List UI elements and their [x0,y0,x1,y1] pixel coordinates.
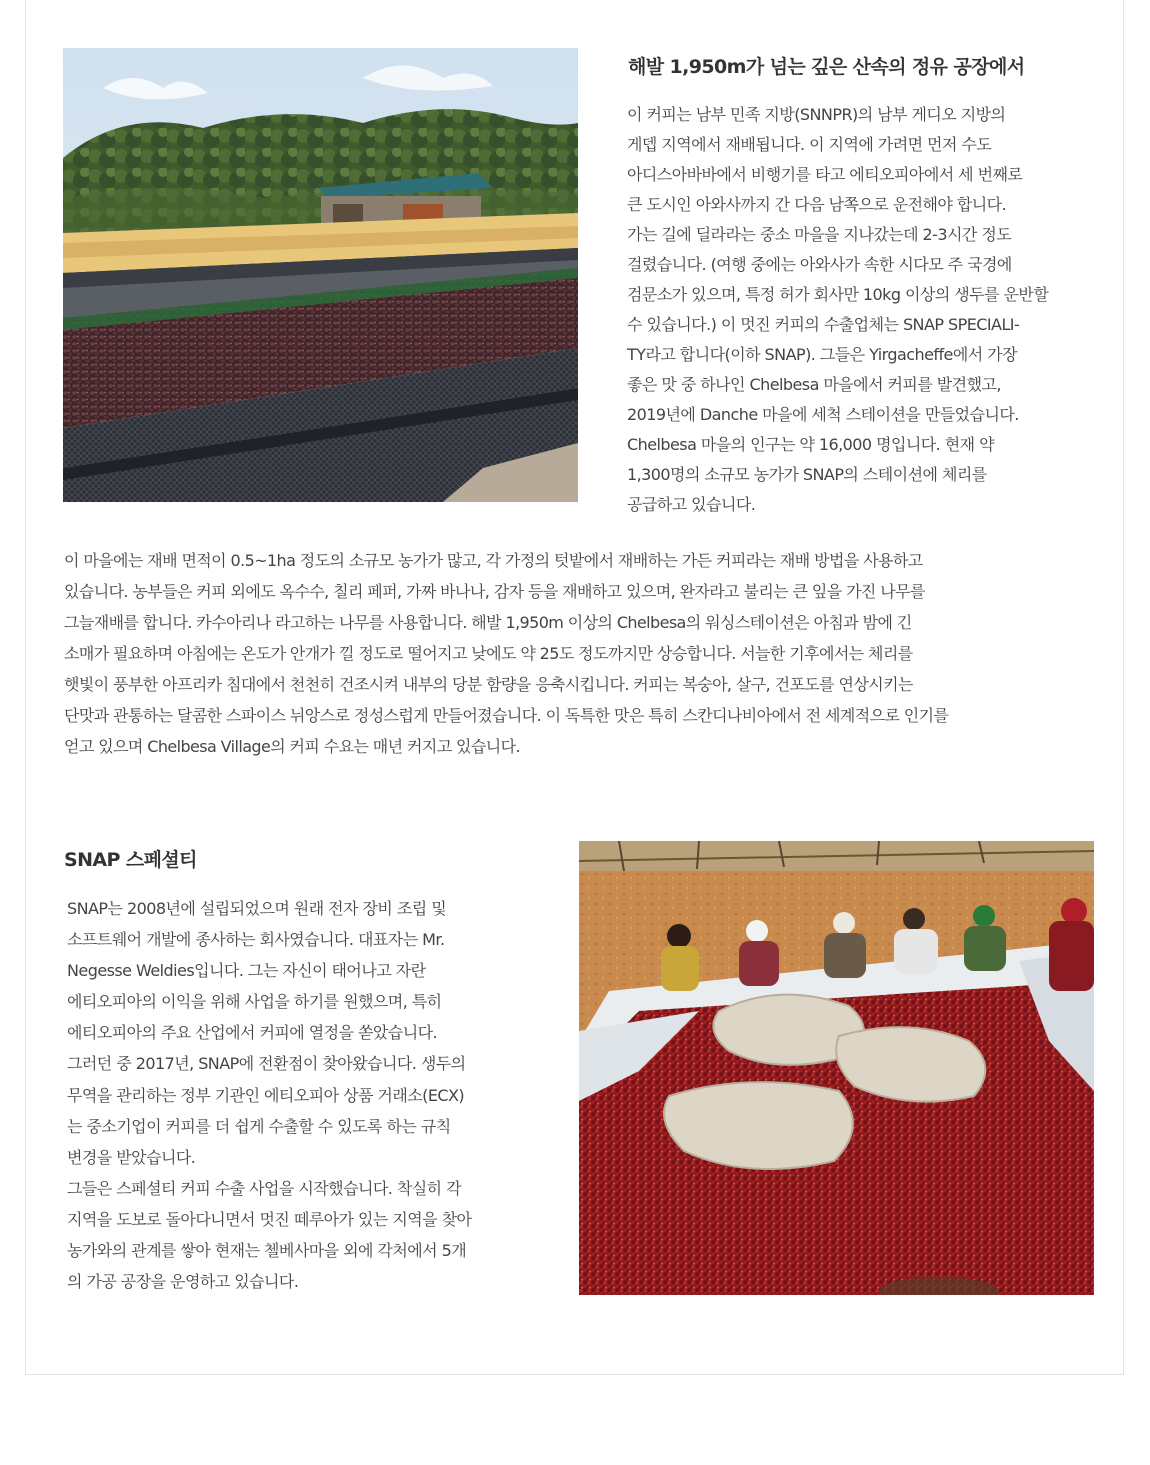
text-line: 검문소가 있으며, 특정 허가 회사만 10kg 이상의 생두를 운반할 [627,285,1049,304]
text-line: 의 가공 공장을 운영하고 있습니다. [67,1272,299,1292]
text-line: 에티오피아의 이익을 위해 사업을 하기를 원했으며, 특히 [67,992,442,1012]
text-line: 얻고 있으며 Chelbesa Village의 커피 수요는 매년 커지고 있습니다. [64,737,520,756]
section-title-snap: SNAP 스페셜티 [64,849,197,871]
text-line: 좋은 맛 중 하나인 Chelbesa 마을에서 커피를 발견했고, [627,375,1001,394]
text-line: 그늘재배를 합니다. 카수아리나 라고하는 나무를 사용합니다. 해발 1,950m 이상의 Chelbesa의 워싱스테이션은 아침과 밤에 긴 [64,613,912,632]
text-line: 아디스아바바에서 비행기를 타고 에티오피아에서 세 번째로 [627,165,1023,184]
text-line: 소매가 필요하며 아침에는 온도가 안개가 낄 정도로 떨어지고 낮에도 약 25도 정도까지만 상승합니다. 서늘한 기후에서는 체리를 [64,644,913,663]
text-line: 가는 길에 딜라라는 중소 마을을 지나갔는데 2-3시간 정도 [627,225,1012,244]
text-line: 소프트웨어 개발에 종사하는 회사였습니다. 대표자는 Mr. [67,930,445,950]
text-line: 농가와의 관계를 쌓아 현재는 첼베사마을 외에 각처에서 5개 [67,1241,467,1261]
text-line: Chelbesa 마을의 인구는 약 16,000 명입니다. 현재 약 [627,435,994,454]
text-line: 단맛과 관통하는 달콤한 스파이스 뉘앙스로 정성스럽게 만들어졌습니다. 이 독특한 맛은 특히 스칸디나비아에서 전 세계적으로 인기를 [64,706,949,725]
text-line: 변경을 받았습니다. [67,1147,196,1167]
text-line: 무역을 관리하는 정부 기관인 에티오피아 상품 거래소(ECX) [67,1085,465,1105]
text-line: 2019년에 Danche 마을에 세척 스테이션을 만들었습니다. [627,405,1019,424]
text-line: 는 중소기업이 커피를 더 쉽게 수출할 수 있도록 하는 규칙 [67,1116,451,1136]
text-line: 걸렸습니다. (여행 중에는 아와사가 속한 시다모 주 국경에 [627,255,1012,274]
text-line: 햇빛이 풍부한 아프리카 침대에서 천천히 건조시켜 내부의 당분 함량을 응축시킵니다. 커피는 복숭아, 살구, 건포도를 연상시키는 [64,675,913,694]
text-line: 그러던 중 2017년, SNAP에 전환점이 찾아왔습니다. 생두의 [67,1054,466,1074]
text-line: 이 커피는 남부 민족 지방(SNNPR)의 남부 게디오 지방의 [627,105,1006,124]
cherry-sorting-illustration [579,841,1094,1295]
text-line: TY라고 합니다(이하 SNAP). 그들은 Yirgacheffe에서 가장 [627,345,1017,364]
text-line: Negesse Weldies입니다. 그는 자신이 태어나고 자란 [67,961,426,981]
text-line: 수 있습니다.) 이 멋진 커피의 수출업체는 SNAP SPECIALI- [627,315,1020,334]
text-line: SNAP는 2008년에 설립되었으며 원래 전자 장비 조립 및 [67,899,447,918]
section-body-snap [67,893,471,1297]
section-body-village [64,545,948,762]
section-body-origin [627,100,1048,520]
text-line: 큰 도시인 아와사까지 간 다음 남쪽으로 운전해야 합니다. [627,195,1007,214]
drying-beds-photo [63,48,578,502]
text-line: 지역을 도보로 돌아다니면서 멋진 떼루아가 있는 지역을 찾아 [67,1209,472,1229]
text-line: 그들은 스페셜티 커피 수출 사업을 시작했습니다. 착실히 각 [67,1178,462,1198]
text-line: 1,300명의 소규모 농가가 SNAP의 스테이션에 체리를 [627,465,987,484]
text-line: 공급하고 있습니다. [627,495,756,514]
text-line: 이 마을에는 재배 면적이 0.5~1ha 정도의 소규모 농가가 많고, 각 가정의 텃밭에서 재배하는 가든 커피라는 재배 방법을 사용하고 [64,551,923,570]
text-line: 에티오피아의 주요 산업에서 커피에 열정을 쏟았습니다. [67,1023,438,1043]
text-line: 게뎁 지역에서 재배됩니다. 이 지역에 가려면 먼저 수도 [627,135,992,154]
section-title-processing-plant: 해발 1,950m가 넘는 깊은 산속의 정유 공장에서 [628,56,1025,78]
drying-beds-illustration [63,48,578,502]
text-line: 있습니다. 농부들은 커피 외에도 옥수수, 칠리 페퍼, 가짜 바나나, 감자 등을 재배하고 있으며, 완자라고 불리는 큰 잎을 가진 나무를 [64,582,925,601]
cherry-sorting-photo [579,841,1094,1295]
